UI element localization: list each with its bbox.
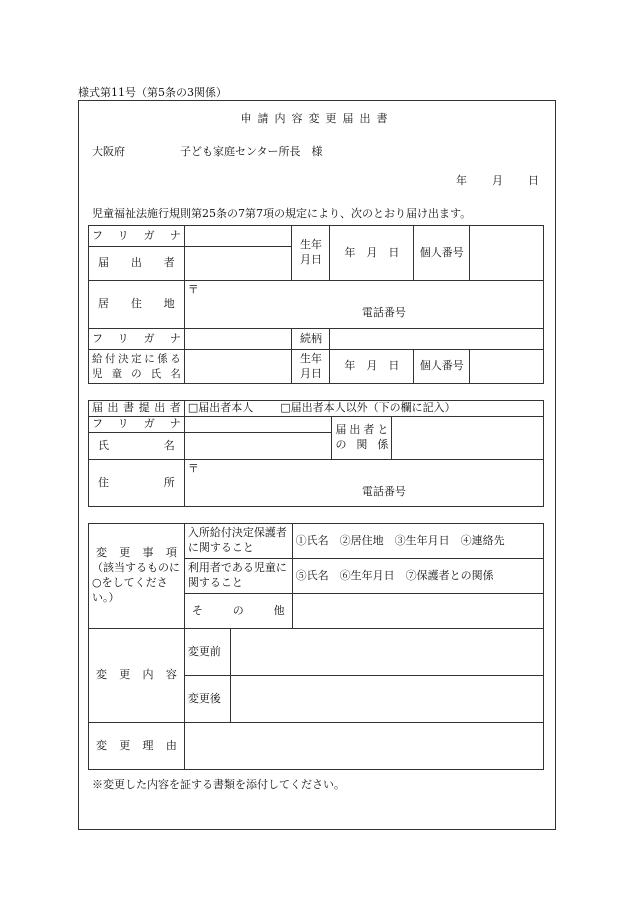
after-label: 変更後: [184, 676, 230, 723]
addressee: [92, 143, 323, 159]
residence-field[interactable]: [184, 281, 543, 329]
change-items-label: 変更事項 （該当するものに○をしてください。）: [89, 524, 185, 629]
category-other-field[interactable]: [292, 594, 543, 629]
relation-label: 届出者と の関係: [332, 417, 392, 460]
child-personal-number-label: 個人番号: [414, 350, 470, 384]
phone-label-2: 電話番号: [361, 484, 406, 498]
category-child-items[interactable]: ⑤氏名 ⑥生年月日 ⑦保護者との関係: [292, 559, 543, 594]
category-child-label: 利用者である児童に関すること: [184, 559, 292, 594]
submitter-address-label: 住所: [89, 460, 185, 507]
furigana-field[interactable]: [184, 226, 292, 247]
change-content-label: 変更内容: [89, 629, 185, 723]
form-number-label: 様式第11号（第5条の3関係）: [78, 86, 227, 99]
option-self-checkbox[interactable]: □届出者本人: [187, 401, 254, 415]
submitter-table: [88, 400, 544, 507]
after-field[interactable]: [230, 676, 543, 723]
submitter-options: [184, 401, 543, 417]
birth-date-field[interactable]: 年 月 日: [330, 226, 414, 281]
child-furigana-label: フリガナ: [89, 329, 185, 350]
personal-number-field[interactable]: [470, 226, 544, 281]
form-title: 申請内容変更届出書: [240, 112, 394, 125]
recipient: 子ども家庭センター所長 様: [180, 145, 323, 158]
child-furigana-field[interactable]: [184, 329, 292, 350]
submitter-label: 届出書提出者: [89, 401, 185, 417]
change-reason-field[interactable]: [184, 723, 543, 770]
before-field[interactable]: [230, 629, 543, 676]
submitter-furigana-label: フリガナ: [89, 417, 185, 433]
footnote: ※変更した内容を証する書類を添付してください。: [92, 778, 345, 791]
submitter-name-field[interactable]: [184, 433, 332, 460]
notifier-table: [88, 225, 544, 384]
child-birth-date-label: 生年月日: [292, 350, 330, 384]
date-month: 月: [492, 174, 503, 187]
relation-field[interactable]: [392, 417, 544, 460]
submitter-address-field[interactable]: [184, 460, 543, 507]
lead-text: 児童福祉法施行規則第25条の7第7項の規定により、次のとおり届け出ます。: [92, 207, 472, 220]
date-year: 年: [456, 174, 467, 187]
child-name-label: 給付決定に係る 児童の氏名: [89, 350, 185, 384]
change-table: [88, 523, 544, 770]
notifier-label: 届出者: [89, 247, 185, 281]
prefecture: 大阪府: [92, 145, 125, 158]
change-reason-label: 変更理由: [89, 723, 185, 770]
postal-mark: 〒: [187, 283, 199, 296]
submitter-furigana-field[interactable]: [184, 417, 332, 433]
relationship-label: 続柄: [292, 329, 330, 350]
child-birth-date-field[interactable]: 年 月 日: [330, 350, 414, 384]
relationship-field[interactable]: [330, 329, 544, 350]
postal-mark-2: 〒: [187, 462, 199, 475]
notifier-name-field[interactable]: [184, 247, 292, 281]
category-guardian-items[interactable]: ①氏名 ②居住地 ③生年月日 ④連絡先: [292, 524, 543, 559]
category-other-label: その他: [184, 594, 292, 629]
option-other-checkbox[interactable]: □届出者本人以外（下の欄に記入）: [280, 401, 456, 415]
submitter-name-label: 氏名: [89, 433, 185, 460]
furigana-label: フリガナ: [89, 226, 185, 247]
category-guardian-label: 入所給付決定保護者に関すること: [184, 524, 292, 559]
child-name-field[interactable]: [184, 350, 292, 384]
date-day: 日: [528, 174, 539, 187]
birth-date-label: 生年月日: [292, 226, 330, 281]
before-label: 変更前: [184, 629, 230, 676]
child-personal-number-field[interactable]: [470, 350, 544, 384]
residence-label: 居住地: [89, 281, 185, 329]
personal-number-label: 個人番号: [414, 226, 470, 281]
date-line: [456, 172, 546, 188]
phone-label: 電話番号: [361, 305, 406, 319]
